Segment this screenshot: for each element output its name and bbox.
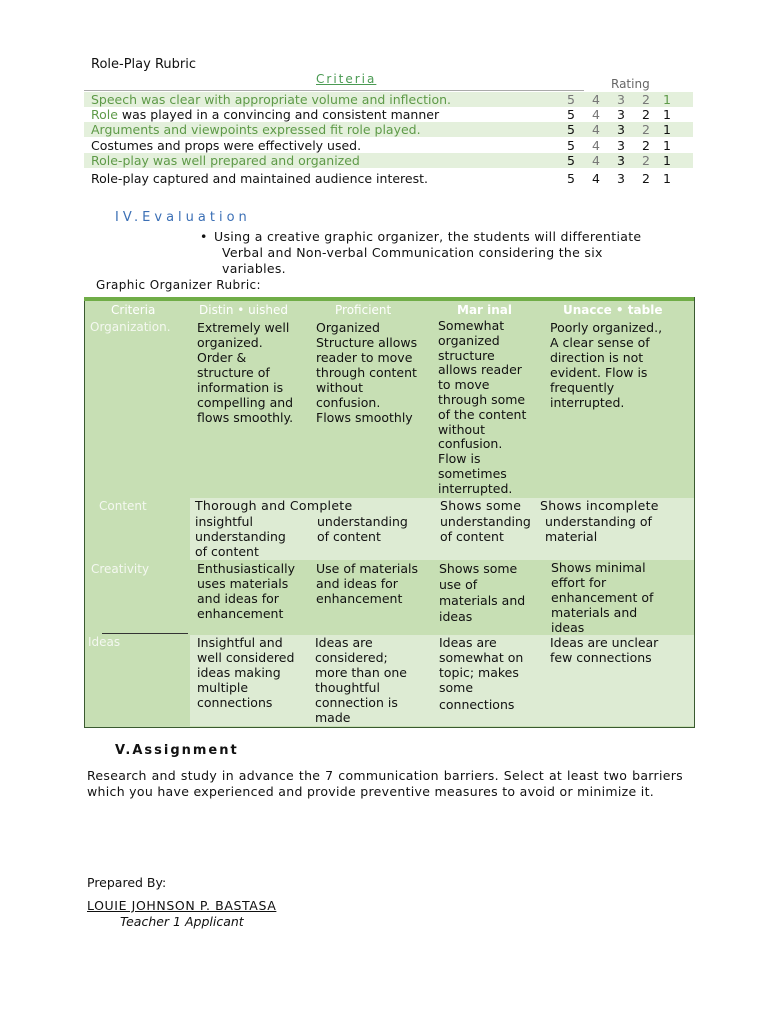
rubric-row [84, 107, 693, 122]
rating-2: 2 [642, 153, 650, 168]
rubric-row [84, 153, 693, 168]
rubric-criterion: Costumes and props were effectively used. [91, 138, 362, 153]
rubric-criterion: Arguments and viewpoints expressed fit role played. [91, 122, 421, 137]
rating-4: 4 [592, 153, 600, 168]
content-proficient: understanding of content [317, 514, 408, 544]
table-top-bar [84, 297, 694, 301]
rubric-criterion: Role-play captured and maintained audience interest. [91, 171, 428, 186]
rating-4: 4 [592, 92, 600, 107]
assignment-text: Research and study in advance the 7 communication barriers. Select at least two barriers which you have experienced and provide preventive measures to avoid or minimize it. [87, 768, 683, 799]
rating-3: 3 [617, 107, 625, 122]
rating-1: 1 [663, 138, 671, 153]
organization-marginal: Somewhat organized structure allows reader to move through some of the content without confusion. Flow is sometimes interrupted. [438, 318, 527, 496]
rating-5: 5 [567, 171, 575, 186]
rating-1: 1 [663, 171, 671, 186]
rating-header: Rating [611, 77, 650, 91]
header-criteria: Criteria [111, 303, 156, 317]
rating-4: 4 [592, 138, 600, 153]
content-marginal: understanding of content [440, 514, 531, 544]
rubric-row [84, 171, 693, 186]
rubric-criterion: Role was played in a convincing and consistent manner [91, 107, 440, 122]
ideas-unacceptable: Ideas are unclear few connections [550, 635, 659, 665]
rating-1: 1 [663, 153, 671, 168]
rubric-row [84, 138, 693, 153]
ideas-proficient: Ideas are considered; more than one thoughtful connection is made [315, 635, 407, 725]
header-distinguished: Distin • uished [199, 303, 288, 317]
rating-3: 3 [617, 153, 625, 168]
creativity-proficient: Use of materials and ideas for enhancement [316, 561, 419, 606]
evaluation-heading: IV.Evaluation [115, 210, 251, 225]
ideas-marginal: Ideas are somewhat on topic; makes some connections [439, 635, 524, 712]
creativity-marginal: Shows some use of materials and ideas [439, 561, 526, 624]
preparer-name: LOUIE JOHNSON P. BASTASA [87, 898, 277, 913]
rubric-criterion: Speech was clear with appropriate volume and inflection. [91, 92, 452, 107]
graphic-organizer-caption: Graphic Organizer Rubric: [96, 278, 261, 292]
evaluation-bullet-text: Using a creative graphic organizer, the students will differentiate Verbal and Non-verbal Communication considering the six variables. [214, 229, 642, 276]
content-distinguished: insightful understanding of content [195, 514, 286, 559]
row-label-organization: Organization. [90, 320, 171, 334]
organization-distinguished: Extremely well organized. Order & structure of information is compelling and flows smoothly. [197, 320, 294, 425]
rating-2: 2 [642, 138, 650, 153]
rating-3: 3 [617, 122, 625, 137]
rating-4: 4 [592, 122, 600, 137]
row-label-creativity: Creativity [91, 562, 150, 576]
content-unacceptable-heading: Shows incomplete [540, 498, 659, 513]
rating-2: 2 [642, 122, 650, 137]
role-play-rubric-title: Role-Play Rubric [91, 57, 196, 72]
rubric-criterion-prefix: Role [91, 107, 118, 122]
content-distinguished-heading: Thorough and Complete [195, 498, 353, 513]
header-proficient: Proficient [335, 303, 392, 317]
rating-2: 2 [642, 107, 650, 122]
rating-1: 1 [663, 122, 671, 137]
rating-3: 3 [617, 171, 625, 186]
rating-2: 2 [642, 171, 650, 186]
preparer-role: Teacher 1 Applicant [120, 914, 244, 929]
ideas-divider [102, 633, 188, 634]
rating-1: 1 [663, 107, 671, 122]
rubric-row [84, 92, 693, 107]
criteria-header: Criteria [316, 72, 377, 86]
creativity-unacceptable: Shows minimal effort for enhancement of materials and ideas [551, 560, 654, 635]
ideas-distinguished: Insightful and well considered ideas making multiple connections [197, 635, 295, 710]
organization-proficient: Organized Structure allows reader to move through content without confusion. Flows smoothly [316, 320, 418, 425]
rating-5: 5 [567, 153, 575, 168]
header-unacceptable: Unacce • table [563, 303, 663, 317]
rating-5: 5 [567, 92, 575, 107]
rating-1: 1 [663, 92, 671, 107]
rating-4: 4 [592, 107, 600, 122]
header-marginal: Mar inal [457, 303, 513, 317]
creativity-distinguished: Enthusiastically uses materials and ideas for enhancement [197, 561, 295, 621]
rating-5: 5 [567, 122, 575, 137]
rubric-row [84, 122, 693, 137]
rating-4: 4 [592, 171, 600, 186]
rating-2: 2 [642, 92, 650, 107]
graphic-organizer-table [84, 297, 695, 728]
rubric-divider [84, 90, 584, 91]
rubric-criterion: Role-play was well prepared and organized [91, 153, 360, 168]
assignment-heading: V.Assignment [115, 743, 239, 758]
content-unacceptable: understanding of material [545, 514, 652, 544]
content-marginal-heading: Shows some [440, 498, 522, 513]
rating-3: 3 [617, 92, 625, 107]
rating-3: 3 [617, 138, 625, 153]
rating-5: 5 [567, 138, 575, 153]
rating-5: 5 [567, 107, 575, 122]
prepared-by-label: Prepared By: [87, 875, 167, 890]
organization-unacceptable: Poorly organized., A clear sense of direction is not evident. Flow is frequently interrupted. [550, 320, 663, 410]
row-label-ideas: Ideas [88, 635, 121, 649]
row-label-content: Content [99, 499, 147, 513]
bullet-icon: • [200, 229, 208, 244]
table-header-row [85, 302, 694, 318]
